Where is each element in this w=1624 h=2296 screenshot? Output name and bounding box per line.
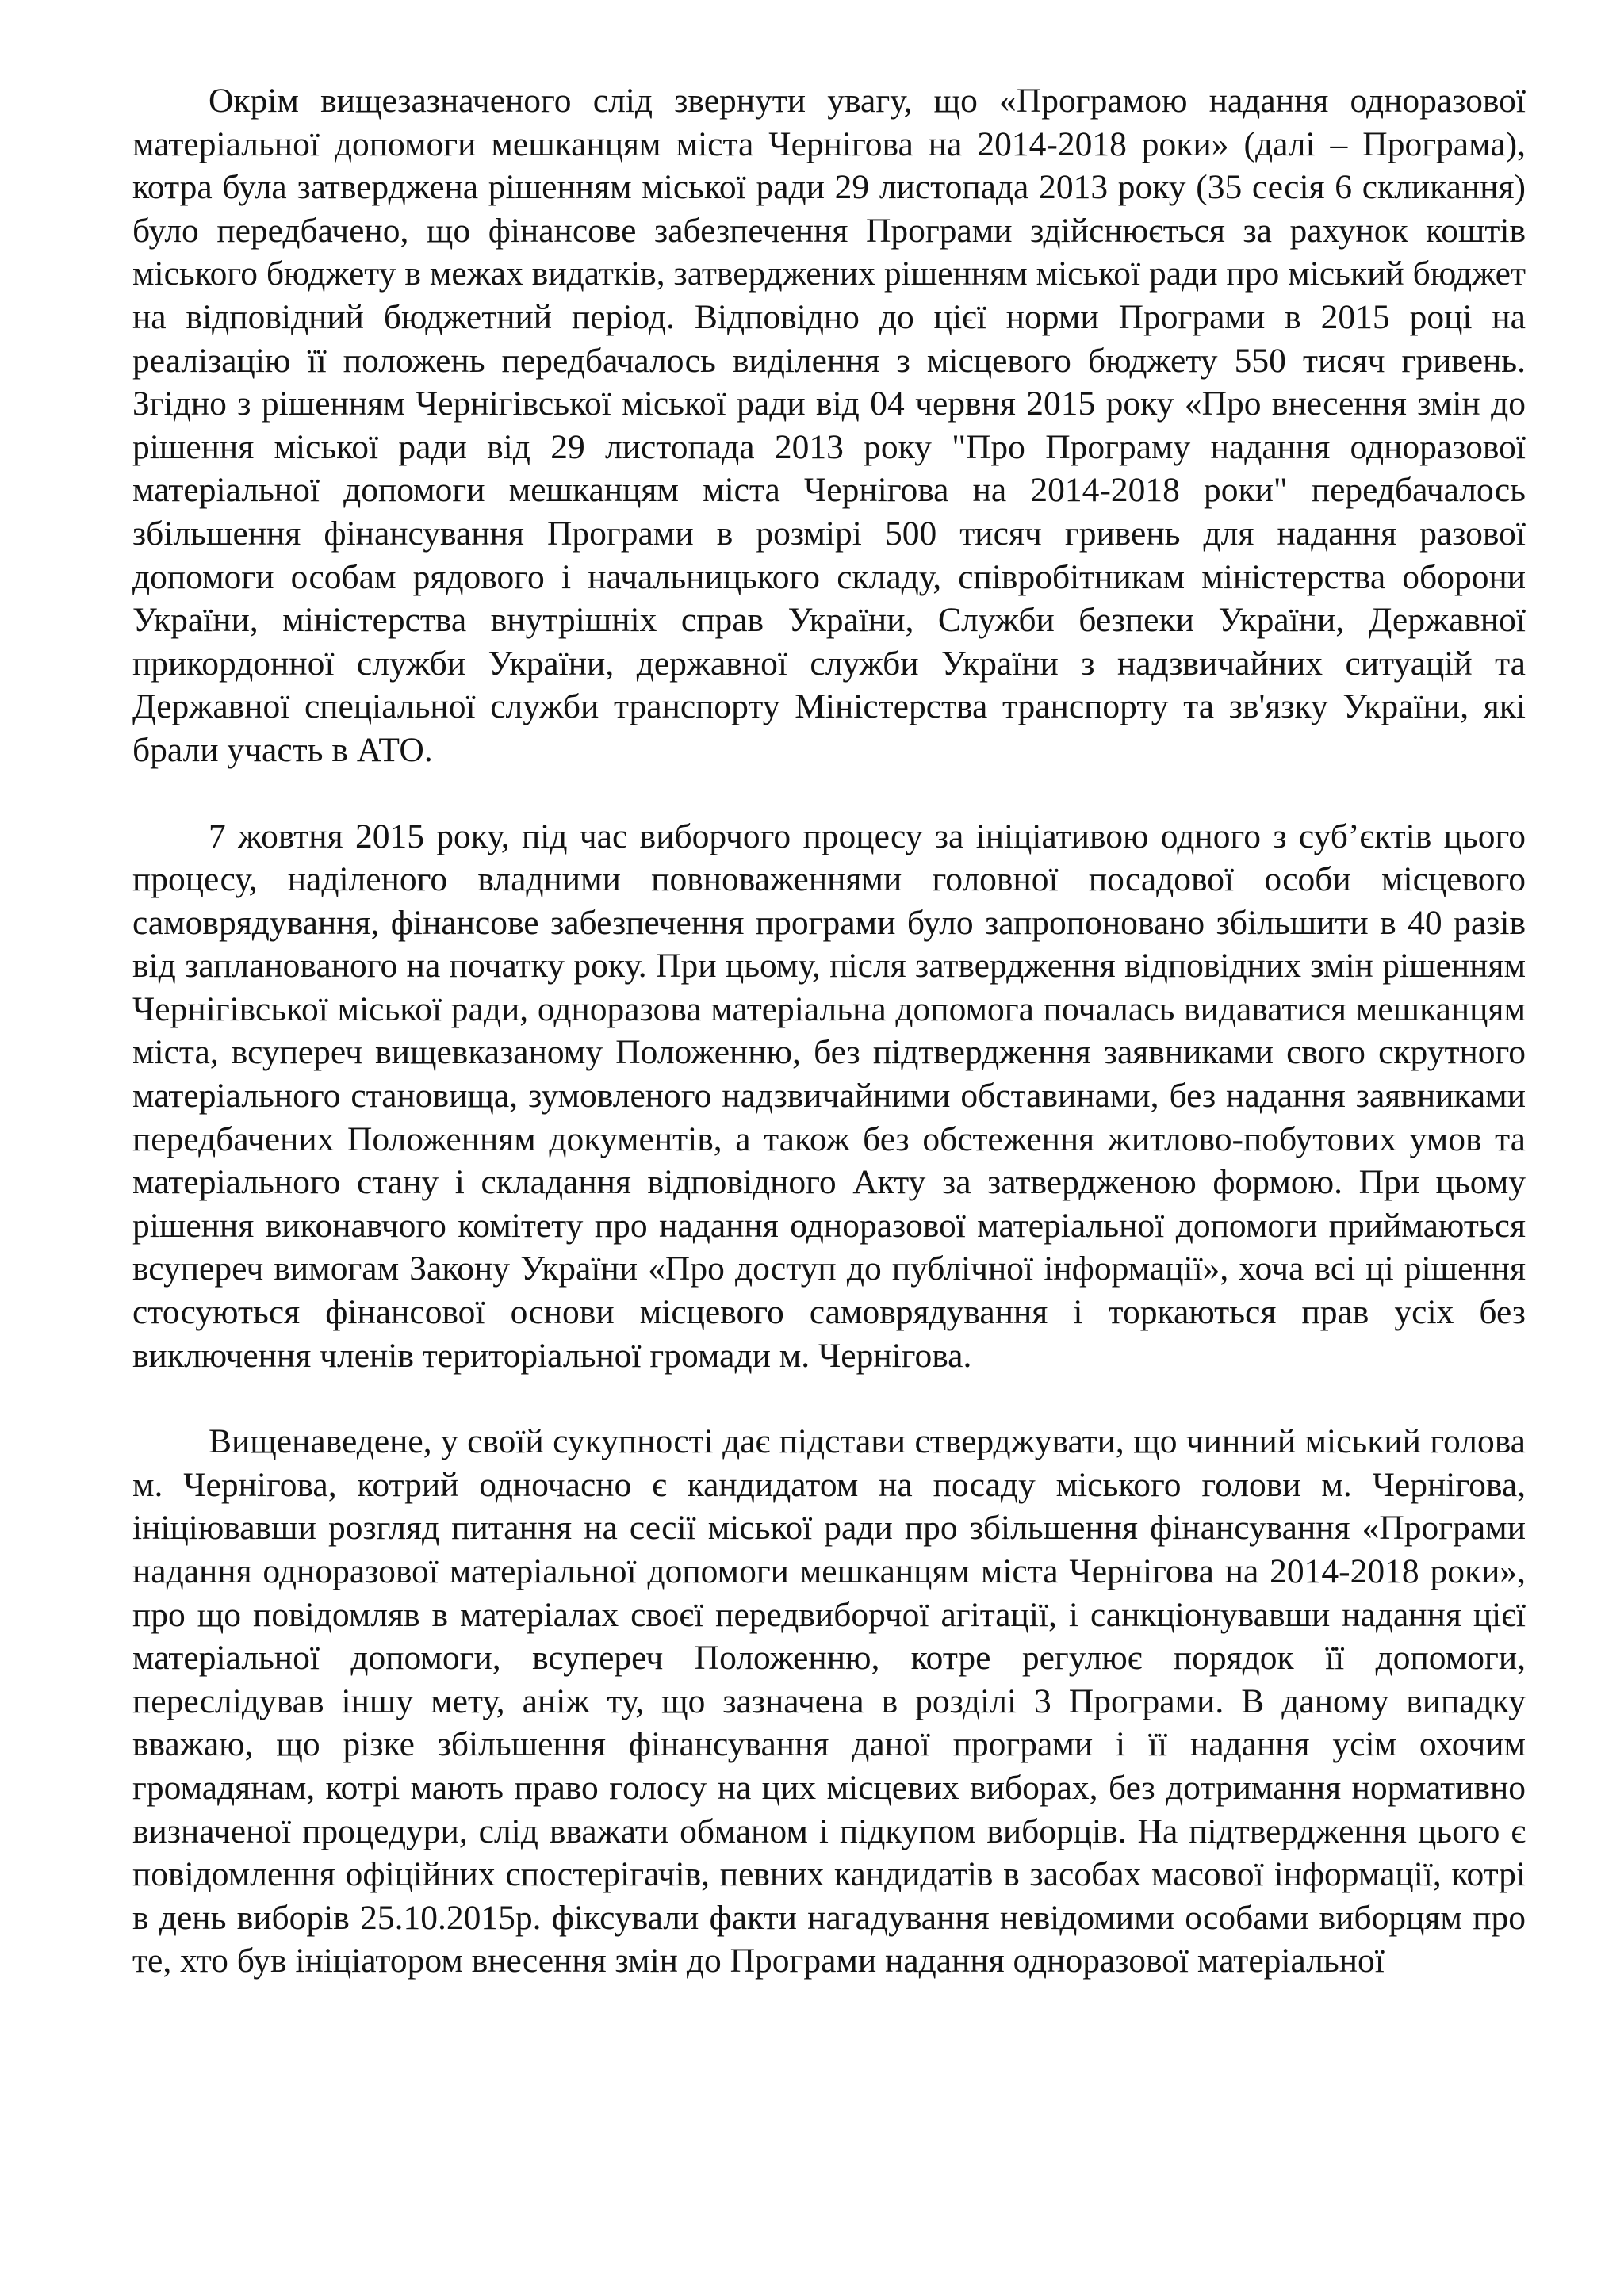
document-page (132, 79, 1526, 1983)
paragraph-october-increase: 7 жовтня 2015 року, під час виборчого процесу за ініціативою одного з суб’єктів цього процесу, наділеного владними повноваженнями головної посадової особи місцевого самоврядування, фінансове забезпечення програми було запропоновано збільшити в 40 разів від запланованого на початку року. При цьому, після затвердження відповідних змін рішенням Чернігівської міської ради, одноразова матеріальна допомога почалась видаватися мешканцям міста, всупереч вищевказаному Положенню, без підтвердження заявниками свого скрутного матеріального становища, зумовленого надзвичайними обставинами, без надання заявниками передбачених Положенням документів, а також без обстеження житлово-побутових умов та матеріального стану і складання відповідного Акту за затвердженою формою. При цьому рішення виконавчого комітету про надання одноразової матеріальної допомоги приймаються всупереч вимогам Закону України «Про доступ до публічної інформації», хоча всі ці рішення стосуються фінансової основи місцевого самоврядування і торкаються прав усіх без виключення членів територіальної громади м. Чернігова. (132, 817, 1526, 1375)
paragraph-conclusion: Вищенаведене, у своїй сукупності дає підстави стверджувати, що чинний міський голова м. Чернігова, котрий одночасно є кандидатом на посаду міського голови м. Чернігова, ініціювавши розгляд питання на сесії міської ради про збільшення фінансування «Програми надання одноразової матеріальної допомоги мешканцям міста Чернігова на 2014-2018 роки», про що повідомляв в матеріалах своєї передвиборчої агітації, і санкціонувавши надання цієї матеріальної допомоги, всупереч Положенню, котре регулює порядок її допомоги, переслідував іншу мету, аніж ту, що зазначена в розділі 3 Програми. В даному випадку вважаю, що різке збільшення фінансування даної програми і її надання усім охочим громадянам, котрі мають право голосу на цих місцевих виборах, без дотримання нормативно визначеної процедури, слід вважати обманом і підкупом виборців. На підтвердження цього є повідомлення офіційних спостерігачів, певних кандидатів в засобах масової інформації, котрі в день виборів 25.10.2015р. фіксували факти нагадування невідомими особами виборцям про те, хто був ініціатором внесення змін до Програми надання одноразової матеріальної (132, 1422, 1526, 1980)
paragraph-funding-program: Окрім вищезазначеного слід звернути увагу, що «Програмою надання одноразової матеріальної допомоги мешканцям міста Чернігова на 2014-2018 роки» (далі – Програма), котра була затверджена рішенням міської ради 29 листопада 2013 року (35 сесія 6 скликання) було передбачено, що фінансове забезпечення Програми здійснюється за рахунок коштів міського бюджету в межах видатків, затверджених рішенням міської ради про міський бюджет на відповідний бюджетний період. Відповідно до цієї норми Програми в 2015 році на реалізацію її положень передбачалось виділення з місцевого бюджету 550 тисяч гривень. Згідно з рішенням Чернігівської міської ради від 04 червня 2015 року «Про внесення змін до рішення міської ради від 29 листопада 2013 року "Про Програму надання одноразової матеріальної допомоги мешканцям міста Чернігова на 2014-2018 роки" передбачалось збільшення фінансування Програми в розмірі 500 тисяч гривень для надання разової допомоги особам рядового і начальницького складу, співробітникам міністерства оборони України, міністерства внутрішніх справ України, Служби безпеки України, Державної прикордонної служби України, державної служби України з надзвичайних ситуацій та Державної спеціальної служби транспорту Міністерства транспорту та зв'язку України, які брали участь в АТО. (132, 82, 1526, 769)
